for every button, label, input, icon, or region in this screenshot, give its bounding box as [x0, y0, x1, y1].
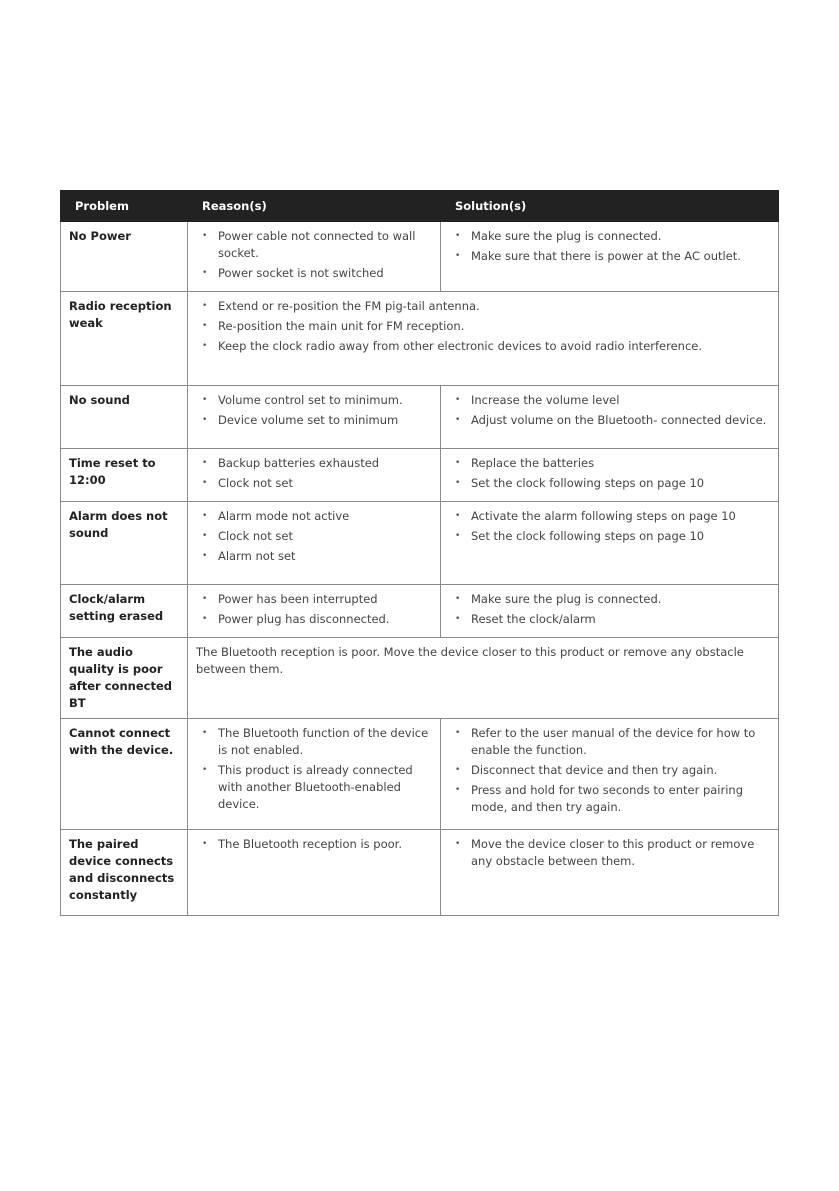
- list-item: • Make sure the plug is connected.: [449, 228, 772, 245]
- list-item: • Clock not set: [196, 528, 434, 545]
- list-item: • Clock not set: [196, 475, 434, 492]
- merged-cell: The Bluetooth reception is poor. Move the device closer to this product or remove any obstacle between them.: [188, 638, 779, 719]
- solutions-cell: [441, 502, 779, 585]
- list-item: • Backup batteries exhausted: [196, 455, 434, 472]
- list-item: • Refer to the user manual of the device for how to enable the function.: [449, 725, 772, 759]
- problem-cell: Cannot connect with the device.: [61, 719, 188, 830]
- list-item: • The Bluetooth function of the device is not enabled.: [196, 725, 434, 759]
- reasons-cell: [188, 719, 441, 830]
- list-item: • Power cable not connected to wall socket.: [196, 228, 434, 262]
- table-row: [61, 386, 779, 449]
- list-item: • Adjust volume on the Bluetooth- connected device.: [449, 412, 772, 429]
- list-item: • Power has been interrupted: [196, 591, 434, 608]
- list-item: • Alarm mode not active: [196, 508, 434, 525]
- list-item: • Alarm not set: [196, 548, 434, 565]
- table-row: [61, 502, 779, 585]
- reasons-cell: [188, 502, 441, 585]
- list-item: • The Bluetooth reception is poor.: [196, 836, 434, 853]
- table-row: [61, 292, 779, 386]
- list-item: • Set the clock following steps on page 10: [449, 475, 772, 492]
- list-item: • Re-position the main unit for FM reception.: [196, 318, 772, 335]
- reasons-cell: [188, 292, 779, 386]
- table-row: [61, 719, 779, 830]
- reasons-cell: [188, 222, 441, 292]
- list-item: • Device volume set to minimum: [196, 412, 434, 429]
- solutions-cell: [441, 585, 779, 638]
- list-item: • Make sure that there is power at the AC outlet.: [449, 248, 772, 265]
- problem-cell: Clock/alarm setting erased: [61, 585, 188, 638]
- reasons-cell: [188, 449, 441, 502]
- table-row: [61, 449, 779, 502]
- list-item: • Keep the clock radio away from other electronic devices to avoid radio interference.: [196, 338, 772, 355]
- list-item: • Reset the clock/alarm: [449, 611, 772, 628]
- problem-cell: The paired device connects and disconnects constantly: [61, 830, 188, 916]
- list-item: • Move the device closer to this product or remove any obstacle between them.: [449, 836, 772, 870]
- table-row: [61, 585, 779, 638]
- header-problem: Problem: [61, 191, 188, 222]
- list-item: • Disconnect that device and then try again.: [449, 762, 772, 779]
- reasons-cell: [188, 830, 441, 916]
- solutions-cell: [441, 449, 779, 502]
- solutions-cell: [441, 830, 779, 916]
- table-header-row: [61, 191, 779, 222]
- reasons-cell: [188, 386, 441, 449]
- list-item: • Extend or re-position the FM pig-tail antenna.: [196, 298, 772, 315]
- problem-cell: The audio quality is poor after connected BT: [61, 638, 188, 719]
- problem-cell: Alarm does not sound: [61, 502, 188, 585]
- problem-cell: Radio reception weak: [61, 292, 188, 386]
- table-row: [61, 830, 779, 916]
- list-item: • Activate the alarm following steps on page 10: [449, 508, 772, 525]
- list-item: • Power socket is not switched: [196, 265, 434, 282]
- header-solutions: Solution(s): [441, 191, 779, 222]
- troubleshooting-table: [60, 190, 779, 916]
- list-item: • Set the clock following steps on page 10: [449, 528, 772, 545]
- solutions-cell: [441, 386, 779, 449]
- reasons-cell: [188, 585, 441, 638]
- header-reasons: Reason(s): [188, 191, 441, 222]
- table-row: [61, 638, 779, 719]
- problem-cell: No Power: [61, 222, 188, 292]
- list-item: • Increase the volume level: [449, 392, 772, 409]
- list-item: • Power plug has disconnected.: [196, 611, 434, 628]
- list-item: • Press and hold for two seconds to enter pairing mode, and then try again.: [449, 782, 772, 816]
- problem-cell: Time reset to 12:00: [61, 449, 188, 502]
- solutions-cell: [441, 222, 779, 292]
- table-row: [61, 222, 779, 292]
- solutions-cell: [441, 719, 779, 830]
- list-item: • Volume control set to minimum.: [196, 392, 434, 409]
- list-item: • Make sure the plug is connected.: [449, 591, 772, 608]
- problem-cell: No sound: [61, 386, 188, 449]
- list-item: • Replace the batteries: [449, 455, 772, 472]
- list-item: • This product is already connected with another Bluetooth-enabled device.: [196, 762, 434, 813]
